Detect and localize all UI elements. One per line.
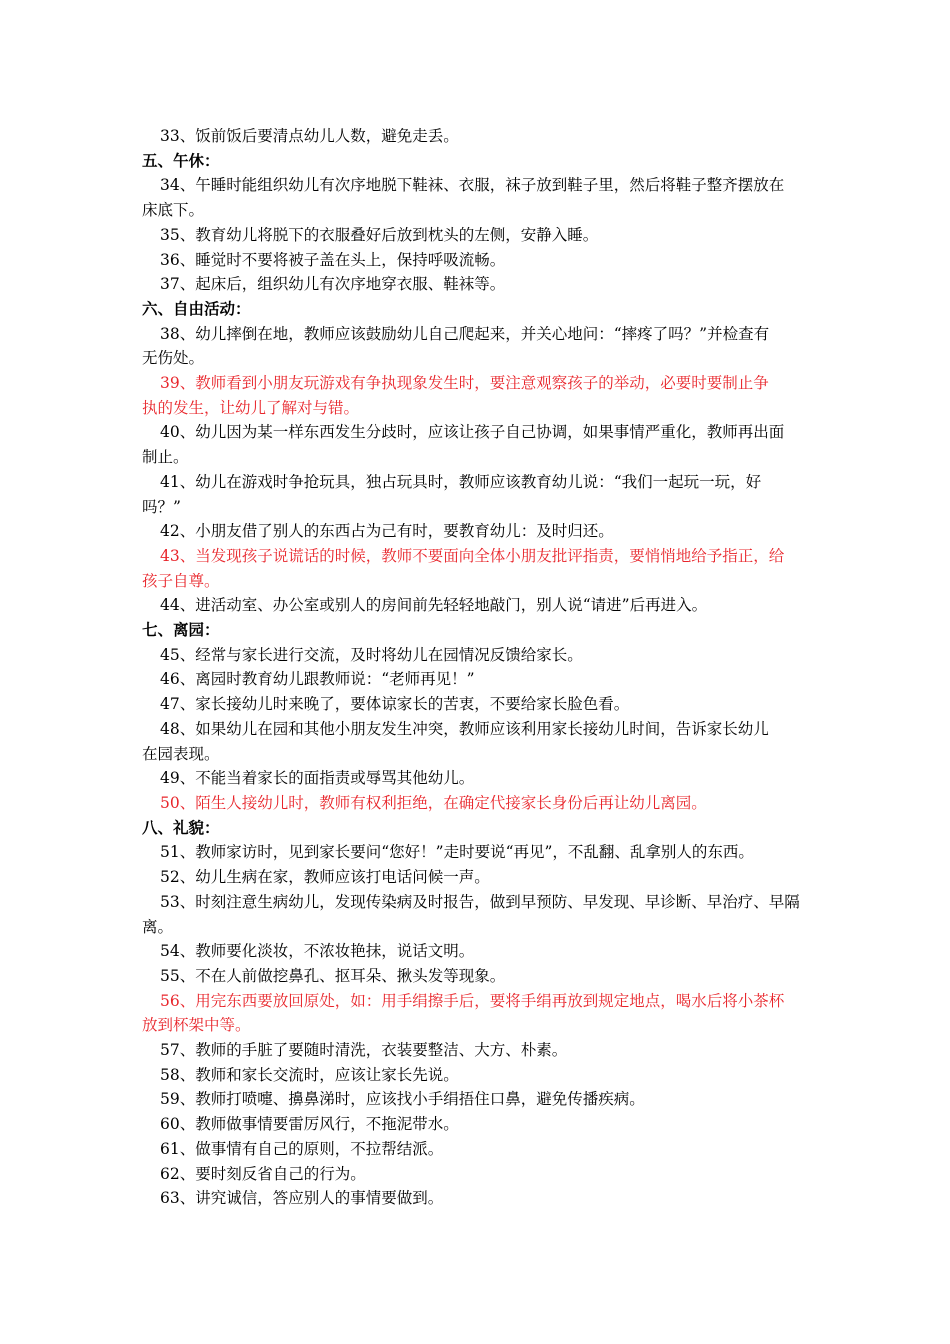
text-line: 45、经常与家长进行交流，及时将幼儿在园情况反馈给家长。 xyxy=(160,645,583,664)
section-heading xyxy=(142,816,810,841)
text-line: 39、教师看到小朋友玩游戏有争执现象发生时，要注意观察孩子的举动，必要时要制止争 xyxy=(160,374,769,393)
list-item xyxy=(142,964,810,989)
text-line: 58、教师和家长交流时，应该让家长先说。 xyxy=(160,1065,459,1084)
text-line: 离。 xyxy=(142,917,174,936)
text-line: 63、讲究诚信，答应别人的事情要做到。 xyxy=(160,1189,444,1208)
list-item xyxy=(142,322,810,371)
text-line: 51、教师家访时，见到家长要问“您好！”走时要说“再见”，不乱翻、乱拿别人的东西。 xyxy=(160,843,754,862)
text-line: 40、幼儿因为某一样东西发生分歧时，应该让孩子自己协调，如果事情严重化，教师再出面 xyxy=(160,423,785,442)
list-item xyxy=(142,1038,810,1063)
list-item xyxy=(142,173,810,222)
list-item xyxy=(142,939,810,964)
list-item xyxy=(142,1112,810,1137)
text-line: 六、自由活动： xyxy=(142,298,251,318)
list-item xyxy=(142,223,810,248)
text-line: 46、离园时教育幼儿跟教师说：“老师再见！” xyxy=(160,670,475,689)
text-line: 34、午睡时能组织幼儿有次序地脱下鞋袜、衣服，袜子放到鞋子里，然后将鞋子整齐摆放在 xyxy=(160,176,785,195)
list-item-highlighted xyxy=(142,791,810,816)
section-heading xyxy=(142,297,810,322)
list-item xyxy=(142,717,810,766)
text-line: 孩子自尊。 xyxy=(142,571,220,590)
text-line: 42、小朋友借了别人的东西占为己有时，要教育幼儿：及时归还。 xyxy=(160,522,614,541)
text-line: 43、当发现孩子说谎话的时候，教师不要面向全体小朋友批评指责，要悄悄地给予指正，给 xyxy=(160,546,785,565)
text-line: 50、陌生人接幼儿时，教师有权利拒绝，在确定代接家长身份后再让幼儿离园。 xyxy=(160,793,707,812)
text-line: 41、幼儿在游戏时争抢玩具，独占玩具时，教师应该教育幼儿说：“我们一起玩一玩，好 xyxy=(160,472,762,491)
list-item xyxy=(142,470,810,519)
list-item xyxy=(142,272,810,297)
text-line: 35、教育幼儿将脱下的衣服叠好后放到枕头的左侧，安静入睡。 xyxy=(160,225,599,244)
list-item xyxy=(142,1162,810,1187)
text-line: 吗？” xyxy=(142,497,181,516)
list-item xyxy=(142,420,810,469)
text-line: 55、不在人前做挖鼻孔、抠耳朵、揪头发等现象。 xyxy=(160,966,506,985)
list-item xyxy=(142,519,810,544)
text-line: 七、离园： xyxy=(142,620,220,640)
list-item-highlighted xyxy=(142,371,810,420)
text-line: 60、教师做事情要雷厉风行，不拖泥带水。 xyxy=(160,1115,459,1134)
text-line: 36、睡觉时不要将被子盖在头上，保持呼吸流畅。 xyxy=(160,250,506,269)
text-line: 52、幼儿生病在家，教师应该打电话问候一声。 xyxy=(160,868,490,887)
text-line: 在园表现。 xyxy=(142,744,220,763)
text-line: 无伤处。 xyxy=(142,349,205,368)
text-line: 49、不能当着家长的面指责或辱骂其他幼儿。 xyxy=(160,769,475,788)
text-line: 33、饭前饭后要清点幼儿人数，避免走丢。 xyxy=(160,127,459,145)
list-item xyxy=(142,593,810,618)
list-item xyxy=(142,1186,810,1211)
list-item-highlighted xyxy=(142,989,810,1038)
text-line: 44、进活动室、办公室或别人的房间前先轻轻地敲门，别人说“请进”后再进入。 xyxy=(160,596,708,615)
text-line: 床底下。 xyxy=(142,201,205,220)
text-line: 57、教师的手脏了要随时清洗，衣装要整洁、大方、朴素。 xyxy=(160,1041,568,1060)
text-line: 48、如果幼儿在园和其他小朋友发生冲突，教师应该利用家长接幼儿时间，告诉家长幼儿 xyxy=(160,719,769,738)
text-line: 五、午休： xyxy=(142,150,220,170)
list-item-highlighted xyxy=(142,544,810,593)
text-line: 37、起床后，组织幼儿有次序地穿衣服、鞋袜等。 xyxy=(160,275,506,294)
text-line: 执的发生，让幼儿了解对与错。 xyxy=(142,398,360,417)
text-line: 放到杯架中等。 xyxy=(142,1016,251,1035)
text-line: 47、家长接幼儿时来晚了，要体谅家长的苦衷，不要给家长脸色看。 xyxy=(160,695,630,714)
list-item xyxy=(142,124,810,149)
document-body xyxy=(142,124,810,1211)
text-line: 53、时刻注意生病幼儿，发现传染病及时报告，做到早预防、早发现、早诊断、早治疗、早隔 xyxy=(160,892,800,911)
list-item xyxy=(142,865,810,890)
text-line: 制止。 xyxy=(142,448,189,467)
text-line: 62、要时刻反省自己的行为。 xyxy=(160,1164,366,1183)
text-line: 八、礼貌： xyxy=(142,817,220,837)
list-item xyxy=(142,667,810,692)
list-item xyxy=(142,840,810,865)
list-item xyxy=(142,766,810,791)
text-line: 61、做事情有自己的原则，不拉帮结派。 xyxy=(160,1139,444,1158)
list-item xyxy=(142,1087,810,1112)
list-item xyxy=(142,643,810,668)
list-item xyxy=(142,890,810,939)
text-line: 59、教师打喷嚏、擤鼻涕时，应该找小手绢捂住口鼻，避免传播疾病。 xyxy=(160,1090,645,1109)
list-item xyxy=(142,692,810,717)
text-line: 38、幼儿摔倒在地，教师应该鼓励幼儿自己爬起来，并关心地问：“摔疼了吗？”并检查有 xyxy=(160,324,770,343)
section-heading xyxy=(142,149,810,174)
text-line: 56、用完东西要放回原处，如：用手绢擦手后，要将手绢再放到规定地点，喝水后将小茶杯 xyxy=(160,991,785,1010)
list-item xyxy=(142,1137,810,1162)
list-item xyxy=(142,248,810,273)
section-heading xyxy=(142,618,810,643)
list-item xyxy=(142,1063,810,1088)
text-line: 54、教师要化淡妆，不浓妆艳抹，说话文明。 xyxy=(160,942,475,961)
